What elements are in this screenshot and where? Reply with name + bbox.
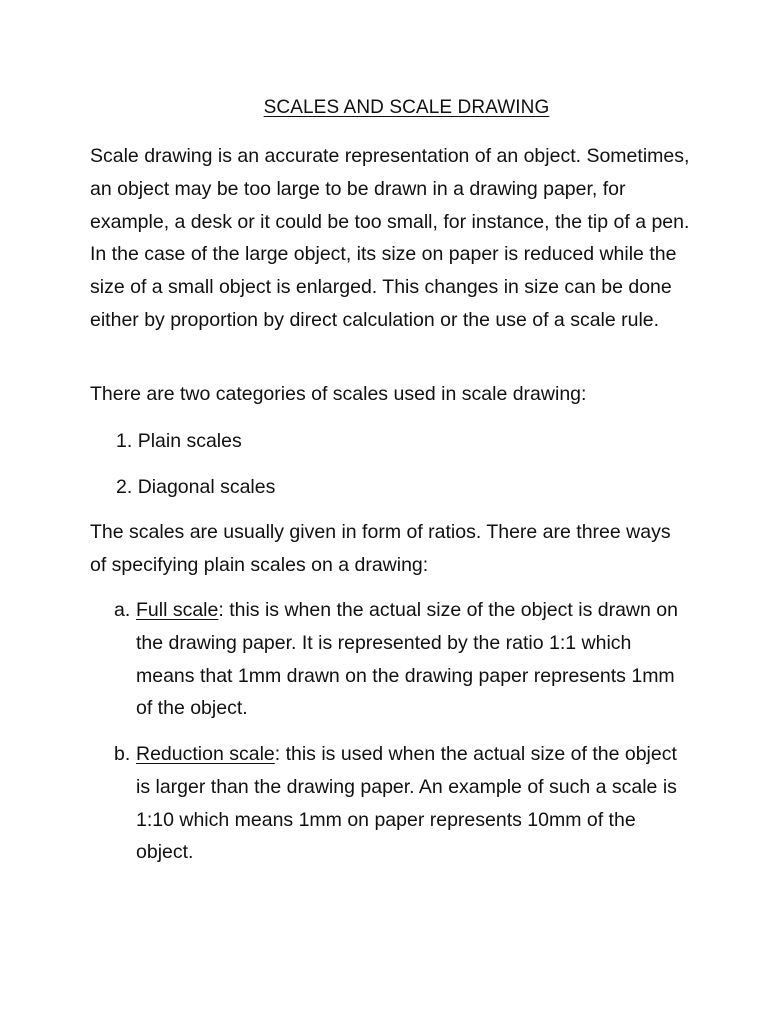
ratios-paragraph: The scales are usually given in form of ratios. There are three ways of specifying plain scales on a drawing: [90,521,671,576]
list-item-text: Diagonal scales [137,476,276,498]
list-marker: a. [114,599,131,621]
categories-paragraph: There are two categories of scales used in scale drawing: [90,383,587,405]
list-item-text: Plain scales [137,430,242,452]
list-marker: b. [114,743,131,765]
intro-paragraph: Scale drawing is an accurate representation of an object. Sometimes, an object may be too large to be drawn in a drawing paper, for example, a desk or it could be too small, for instance, the tip of a pen. In the case of the large object, its size on paper is reduced while the size of a small object is enlarged. This changes in size can be done either by proportion by direct calculation or the use of a scale rule. [90,145,690,331]
list-item-content [136,738,694,869]
numbered-list-item [116,471,275,504]
document-title: SCALES AND SCALE DRAWING [263,97,550,118]
lettered-list-item [114,738,694,869]
list-item-content [136,594,694,725]
list-number: 1. [116,430,133,452]
term-full-scale: Full scale [136,599,219,621]
numbered-list-item [116,425,242,458]
list-item-text: : this is used when the actual size of the object is larger than the drawing paper. An example of such a scale is 1:10 which means 1mm on paper represents 10mm of the object. [136,743,677,864]
list-number: 2. [116,476,133,498]
list-item-text: : this is when the actual size of the object is drawn on the drawing paper. It is represented by the ratio 1:1 which means that 1mm drawn on the drawing paper represents 1mm of the object. [136,599,678,720]
lettered-list-item [114,594,694,725]
term-reduction-scale: Reduction scale [136,743,275,765]
